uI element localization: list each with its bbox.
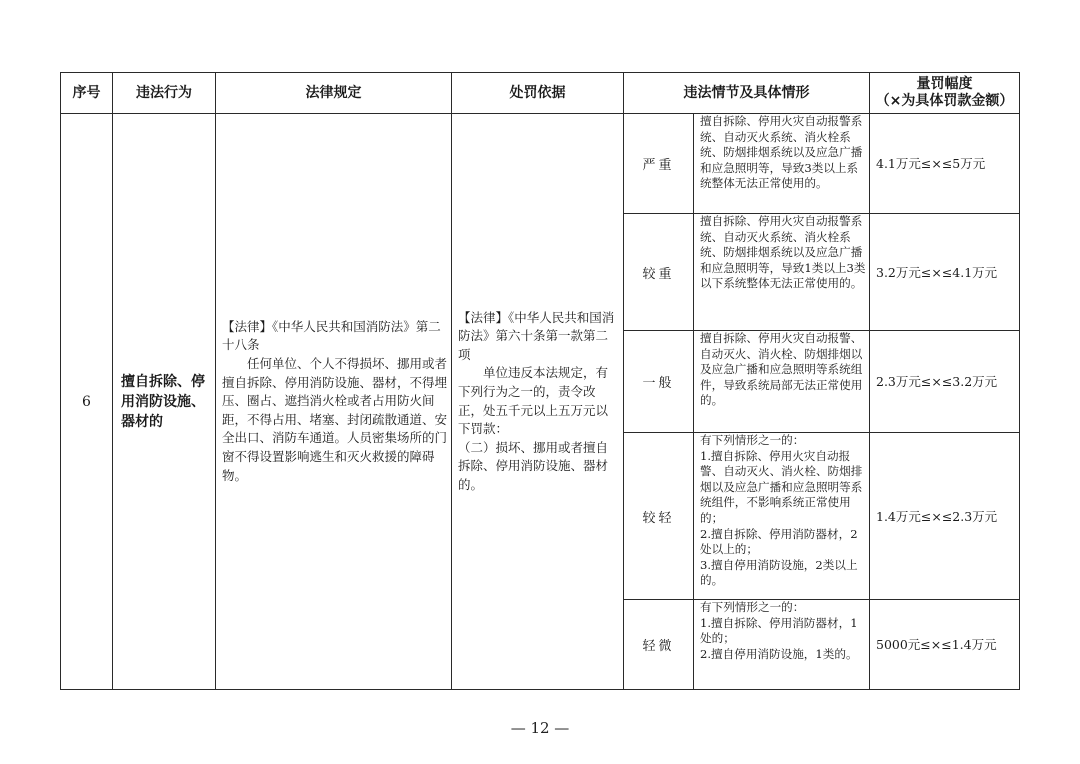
- law-title: 【法律】《中华人民共和国消防法》第二十八条: [222, 318, 441, 353]
- level-label: 轻微: [624, 600, 694, 690]
- row-law: [216, 114, 452, 690]
- header-range: [870, 73, 1020, 114]
- level-amount: 2.3万元≤×≤3.2万元: [870, 331, 1020, 433]
- level-label: 一般: [624, 331, 694, 433]
- detail-line: 擅自拆除、停用火灾自动报警系统、自动灭火系统、消火栓系统、防烟排烟系统以及应急广播和应急照明等，导致3类以上系统整体无法正常使用的。: [700, 114, 863, 191]
- header-range-line1: 量罚幅度: [916, 76, 973, 92]
- header-law: 法律规定: [216, 73, 452, 114]
- header-index: 序号: [61, 73, 113, 114]
- row-basis: [452, 114, 624, 690]
- detail-line: 擅自拆除、停用火灾自动报警、自动灭火、消火栓、防烟排烟以及应急广播和应急照明等系统组件，导致系统局部无法正常使用的。: [700, 331, 863, 408]
- level-amount: 3.2万元≤×≤4.1万元: [870, 214, 1020, 331]
- table-body: [61, 114, 1020, 690]
- level-amount: 4.1万元≤×≤5万元: [870, 114, 1020, 214]
- level-amount: 5000元≤×≤1.4万元: [870, 600, 1020, 690]
- detail-line: 有下列情形之一的：: [700, 433, 805, 447]
- detail-line: 2.擅自停用消防设施，1类的。: [700, 646, 858, 661]
- row-index: 6: [61, 114, 113, 690]
- level-amount: 1.4万元≤×≤2.3万元: [870, 433, 1020, 600]
- level-label: 严重: [624, 114, 694, 214]
- penalty-table: [60, 72, 1020, 690]
- header-behavior: 违法行为: [113, 73, 216, 114]
- header-range-line2: （×为具体罚款金额）: [875, 93, 1014, 109]
- basis-text: 单位违反本法规定，有下列行为之一的，责令改正，处五千元以上五万元以下罚款：: [458, 365, 609, 437]
- level-detail: [694, 114, 870, 214]
- level-detail: [694, 331, 870, 433]
- detail-line: 2.擅自拆除、停用消防器材，2处以上的；: [700, 526, 858, 557]
- basis-item: （二）损坏、挪用或者擅自拆除、停用消防设施、器材的。: [458, 439, 609, 492]
- level-label: 较重: [624, 214, 694, 331]
- detail-line: 1.擅自拆除、停用消防器材，1处的；: [700, 615, 858, 646]
- law-text: 任何单位、个人不得损坏、挪用或者擅自拆除、停用消防设施、器材，不得埋压、圈占、遮挡消火栓或者占用防火间距，不得占用、堵塞、封闭疏散通道、安全出口、消防车通道。人员密集场所的门窗不得设置影响逃生和灭火救援的障碍物。: [222, 356, 448, 483]
- level-label: 较轻: [624, 433, 694, 600]
- detail-line: 3.擅自停用消防设施，2类以上的。: [700, 557, 858, 588]
- table-header-row: [61, 73, 1020, 114]
- page-number: — 12 —: [510, 719, 570, 737]
- detail-line: 有下列情形之一的：: [700, 600, 805, 614]
- detail-line: 擅自拆除、停用火灾自动报警系统、自动灭火系统、消火栓系统、防烟排烟系统以及应急广播和应急照明等，导致1类以上3类以下系统整体无法正常使用的。: [700, 214, 866, 291]
- level-detail: [694, 214, 870, 331]
- row-behavior: 擅自拆除、停用消防设施、器材的: [113, 114, 216, 690]
- level-detail: [694, 600, 870, 690]
- table-row: [61, 114, 1020, 214]
- basis-title: 【法律】《中华人民共和国消防法》第六十条第一款第二项: [458, 309, 615, 362]
- header-circumstance: 违法情节及具体情形: [624, 73, 870, 114]
- level-detail: [694, 433, 870, 600]
- header-basis: 处罚依据: [452, 73, 624, 114]
- detail-line: 1.擅自拆除、停用火灾自动报警、自动灭火、消火栓、防烟排烟以及应急广播和应急照明等系统组件，不影响系统正常使用的；: [700, 448, 863, 525]
